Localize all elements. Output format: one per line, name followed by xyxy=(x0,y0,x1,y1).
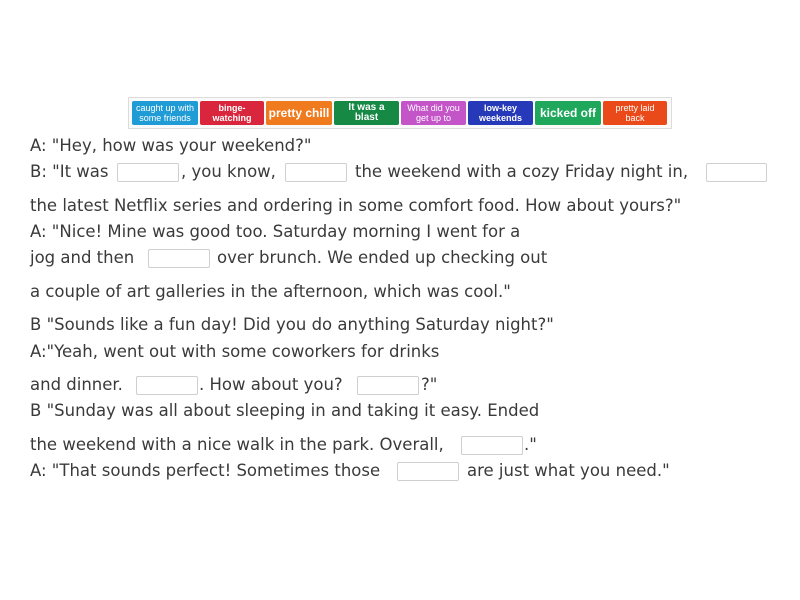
dialogue-line-9-part-1: and dinner. xyxy=(30,375,123,394)
word-tile-caught-up-with-some-friends[interactable] xyxy=(132,101,198,125)
dialogue-line-3: the latest Netflix series and ordering in some comfort food. How about yours?" xyxy=(30,196,682,215)
dialogue-line-9-part-3: ?" xyxy=(421,375,438,394)
dialogue-line-2-part-3: the weekend with a cozy Friday night in, xyxy=(355,162,689,181)
word-tile-label: It was a blast xyxy=(348,102,385,123)
drop-blank-7[interactable] xyxy=(461,436,523,455)
word-tile-it-was-a-blast[interactable] xyxy=(334,101,399,125)
dialogue-line-12-part-1: A: "That sounds perfect! Sometimes those xyxy=(30,461,381,480)
dialogue-line-11-part-2: ." xyxy=(524,435,537,454)
word-tile-label: kicked off xyxy=(539,106,596,120)
word-tile-what-did-you-get-up-to[interactable] xyxy=(401,101,466,125)
drop-blank-3[interactable] xyxy=(706,163,767,182)
dialogue-line-5-part-2: over brunch. We ended up checking out xyxy=(217,248,548,267)
dialogue-line-10: B "Sunday was all about sleeping in and taking it easy. Ended xyxy=(30,401,540,420)
dialogue-line-1: A: "Hey, how was your weekend?" xyxy=(30,136,312,155)
drop-blank-8[interactable] xyxy=(397,462,459,481)
dialogue-line-8: A:"Yeah, went out with some coworkers for drinks xyxy=(30,342,440,361)
drop-blank-1[interactable] xyxy=(117,163,179,182)
word-tile-label: pretty chill xyxy=(268,106,330,120)
drop-blank-2[interactable] xyxy=(285,163,347,182)
dialogue-line-4: A: "Nice! Mine was good too. Saturday morning I went for a xyxy=(30,222,521,241)
dialogue-line-2-part-1: B: "It was xyxy=(30,162,109,181)
word-tile-kicked-off[interactable] xyxy=(535,101,601,125)
dialogue-line-5-part-1: jog and then xyxy=(30,248,135,267)
word-tile-binge-watching[interactable] xyxy=(200,101,264,125)
dialogue-line-9-part-2: . How about you? xyxy=(199,375,343,394)
word-tile-label: caught up with some friends xyxy=(135,103,195,123)
word-tile-label: pretty laid back xyxy=(615,103,655,123)
dialogue-line-7: B "Sounds like a fun day! Did you do anything Saturday night?" xyxy=(30,315,554,334)
dialogue-line-6: a couple of art galleries in the afternoon, which was cool." xyxy=(30,282,511,301)
word-bank xyxy=(128,97,672,129)
drop-blank-5[interactable] xyxy=(136,376,198,395)
word-tile-label: binge-watching xyxy=(212,103,252,123)
word-tile-pretty-laid-back[interactable] xyxy=(603,101,667,125)
word-tile-label: low-key weekends xyxy=(478,103,523,123)
dialogue-line-2-part-2: , you know, xyxy=(181,162,276,181)
dialogue-line-12-part-2: are just what you need." xyxy=(467,461,670,480)
word-tile-pretty-chill[interactable] xyxy=(266,101,332,125)
drop-blank-6[interactable] xyxy=(357,376,419,395)
dialogue-line-11-part-1: the weekend with a nice walk in the park. Overall, xyxy=(30,435,444,454)
word-tile-label: What did you get up to xyxy=(407,103,460,123)
drop-blank-4[interactable] xyxy=(148,249,210,268)
word-tile-low-key-weekends[interactable] xyxy=(468,101,533,125)
